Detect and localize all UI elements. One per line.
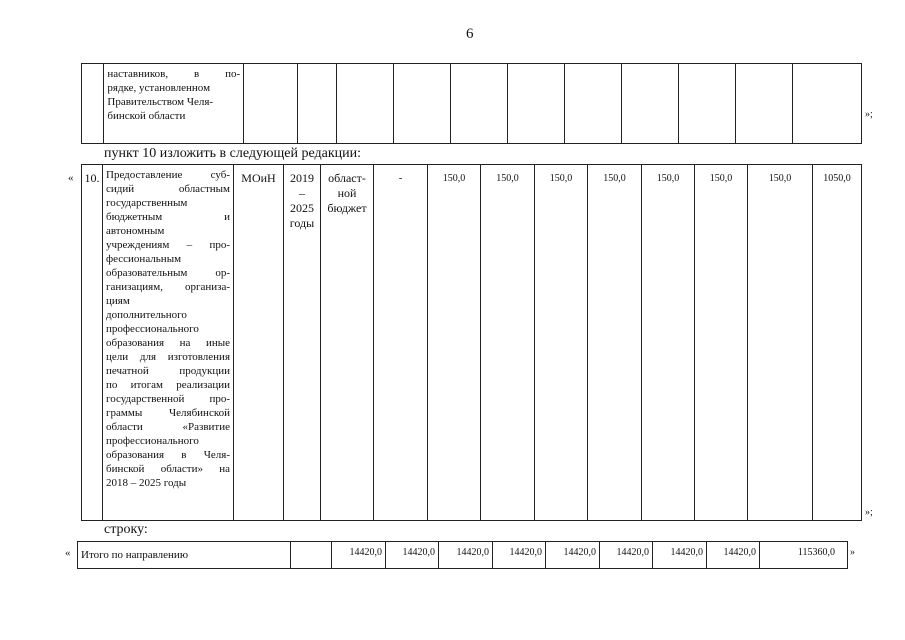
- desc-line: государственным: [106, 197, 188, 209]
- desc-line: Предоставление суб-: [106, 169, 230, 181]
- total-value: 14420,0: [439, 542, 493, 569]
- desc-line: цели для изготовления: [106, 351, 230, 363]
- desc-line: образования в Челя-: [106, 449, 230, 461]
- source-cell: [321, 165, 374, 521]
- value-cell: -: [374, 165, 428, 521]
- page-number: 6: [466, 26, 474, 42]
- table-total: [77, 541, 848, 569]
- desc-line: профессионального: [106, 435, 199, 447]
- desc-line: государственной про-: [106, 393, 230, 405]
- end-mark-total: »: [850, 547, 855, 558]
- total-label: Итого по направлению: [78, 542, 291, 569]
- period-cell: [284, 165, 321, 521]
- description-cell: [103, 165, 234, 521]
- desc-line: автономным: [106, 225, 165, 237]
- desc-line: фессиональным: [106, 253, 182, 265]
- table-row-10: [81, 164, 862, 521]
- end-mark-top: »;: [865, 109, 873, 120]
- desc-line: рядке, установленном: [107, 82, 211, 94]
- value-cell: 150,0: [588, 165, 642, 521]
- desc-line: 2018 – 2025 годы: [106, 477, 187, 489]
- total-value: 14420,0: [546, 542, 600, 569]
- period-line: 2025: [290, 201, 314, 215]
- value-cell: 150,0: [642, 165, 695, 521]
- source-line: област-: [328, 171, 366, 185]
- desc-line: печатной продукции: [106, 365, 230, 377]
- total-value: 14420,0: [707, 542, 760, 569]
- open-quote-row10: «: [68, 172, 74, 184]
- desc-line: бинской области: [107, 110, 186, 122]
- total-value: 14420,0: [332, 542, 386, 569]
- total-value: 14420,0: [653, 542, 707, 569]
- period-line: –: [299, 186, 305, 200]
- desc-line: граммы Челябинской: [106, 407, 230, 419]
- desc-line: циям: [106, 295, 130, 307]
- desc-line: сидий областным: [106, 183, 230, 195]
- total-empty-cell: [291, 542, 332, 569]
- executor-cell: МОиН: [234, 165, 284, 521]
- desc-line: профессионального: [106, 323, 199, 335]
- instruction-2: строку:: [104, 522, 148, 537]
- end-mark-row10: »;: [865, 507, 873, 518]
- desc-line: учреждениям – про-: [106, 239, 230, 251]
- desc-line: образовательным ор-: [106, 267, 230, 279]
- desc-line: бюджетным и: [106, 211, 230, 223]
- total-value: 14420,0: [600, 542, 653, 569]
- total-value: 14420,0: [386, 542, 439, 569]
- value-cell: 150,0: [695, 165, 748, 521]
- value-cell: 150,0: [428, 165, 481, 521]
- desc-line: по итогам реализации: [106, 379, 230, 391]
- source-line: ной: [337, 186, 357, 200]
- desc-line: дополнительного: [106, 309, 187, 321]
- open-quote-total: «: [65, 547, 71, 559]
- description-cell: [104, 64, 244, 144]
- table-continuation: [81, 63, 862, 144]
- desc-line: образования на иные: [106, 337, 230, 349]
- total-sum: 115360,0: [760, 542, 848, 569]
- desc-line: Правительством Челя-: [107, 96, 214, 108]
- desc-line: ганизациям, организа-: [106, 281, 230, 293]
- value-cell: 1050,0: [813, 165, 862, 521]
- row-number: 10.: [82, 165, 103, 521]
- value-cell: 150,0: [748, 165, 813, 521]
- period-line: 2019: [290, 171, 314, 185]
- desc-line: наставников, в по-: [107, 68, 241, 80]
- instruction-1: пункт 10 изложить в следующей редакции:: [104, 146, 361, 161]
- source-line: бюджет: [327, 201, 367, 215]
- total-value: 14420,0: [493, 542, 546, 569]
- desc-line: бинской области» на: [106, 463, 230, 475]
- value-cell: 150,0: [481, 165, 535, 521]
- period-line: годы: [289, 216, 315, 230]
- desc-line: области «Развитие: [106, 421, 230, 433]
- cell-num-empty: [82, 64, 104, 144]
- value-cell: 150,0: [535, 165, 588, 521]
